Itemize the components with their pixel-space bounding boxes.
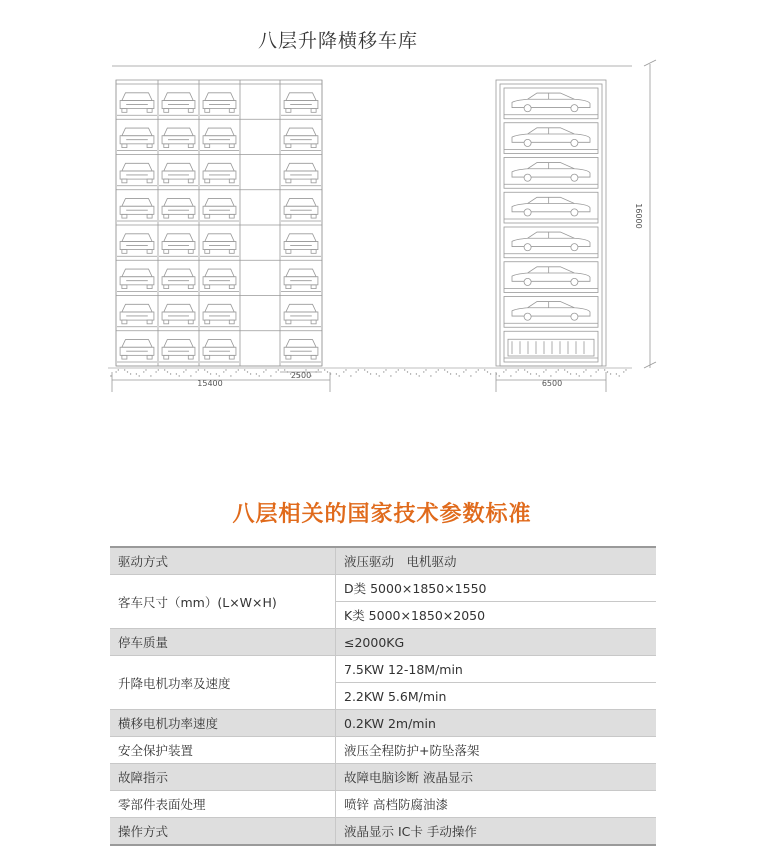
left-width-label: 15400 [197, 379, 223, 388]
car-front-view [203, 269, 236, 289]
car-front-view [162, 234, 195, 254]
spec-value: D类 5000×1850×1550 [336, 575, 657, 602]
car-front-view [162, 199, 195, 219]
spec-value: K类 5000×1850×2050 [336, 602, 657, 629]
car-front-view [162, 340, 195, 360]
car-front-view [284, 340, 318, 360]
car-front-view [120, 93, 154, 113]
ground-texture [110, 369, 627, 376]
car-front-view [284, 304, 318, 324]
car-front-view [120, 269, 154, 289]
spec-value: 2.2KW 5.6M/min [336, 683, 657, 710]
car-base-platform [508, 339, 594, 356]
spec-row [110, 656, 656, 683]
spec-value: 喷锌 高档防腐油漆 [336, 791, 657, 818]
spec-section-title: 八层相关的国家技术参数标准 [232, 502, 532, 527]
spec-row [110, 575, 656, 602]
spec-value: 液压驱动 电机驱动 [336, 547, 657, 575]
car-front-view [203, 128, 236, 148]
spec-label: 横移电机功率速度 [110, 710, 336, 737]
spec-row [110, 764, 656, 791]
car-side-view [512, 267, 590, 286]
car-front-view [162, 269, 195, 289]
garage-elevation-drawing [0, 0, 764, 420]
height-dimension-label: 16000 [634, 203, 643, 229]
car-front-view [162, 304, 195, 324]
car-front-view [120, 199, 154, 219]
spec-value: 液晶显示 IC卡 手动操作 [336, 818, 657, 846]
spec-label: 停车质量 [110, 629, 336, 656]
spec-value: 7.5KW 12-18M/min [336, 656, 657, 683]
spec-value: ≤2000KG [336, 629, 657, 656]
spec-label: 升降电机功率及速度 [110, 656, 336, 710]
spec-row [110, 818, 656, 846]
car-side-view [512, 93, 590, 112]
spec-label: 故障指示 [110, 764, 336, 791]
car-front-view [120, 304, 154, 324]
drawing-title: 八层升降横移车库 [258, 30, 419, 52]
car-front-view [203, 199, 236, 219]
spec-row [110, 737, 656, 764]
car-front-view [120, 163, 154, 183]
spec-value: 液压全程防护+防坠落架 [336, 737, 657, 764]
spec-label: 驱动方式 [110, 547, 336, 575]
car-front-view [284, 269, 318, 289]
spec-value: 故障电脑诊断 液晶显示 [336, 764, 657, 791]
bay-width-label: 2500 [290, 371, 312, 380]
car-front-view [203, 340, 236, 360]
spec-label: 安全保护装置 [110, 737, 336, 764]
car-front-view [120, 340, 154, 360]
spec-label: 客车尺寸（mm）(L×W×H) [110, 575, 336, 629]
car-front-view [284, 163, 318, 183]
car-front-view [162, 93, 195, 113]
car-front-view [203, 304, 236, 324]
car-side-view [512, 197, 590, 216]
car-front-view [284, 234, 318, 254]
car-side-view [512, 232, 590, 251]
car-front-view [203, 234, 236, 254]
car-side-view [512, 302, 590, 321]
right-width-label: 6500 [541, 379, 563, 388]
car-front-view [284, 199, 318, 219]
car-front-view [120, 128, 154, 148]
spec-table [110, 546, 656, 846]
car-front-view [162, 163, 195, 183]
car-side-view [512, 128, 590, 147]
car-front-view [120, 234, 154, 254]
left-structure [116, 80, 322, 366]
spec-row [110, 629, 656, 656]
spec-row [110, 547, 656, 575]
car-front-view [203, 93, 236, 113]
spec-label: 零部件表面处理 [110, 791, 336, 818]
spec-row [110, 791, 656, 818]
spec-label: 操作方式 [110, 818, 336, 846]
car-front-view [203, 163, 236, 183]
car-side-view [512, 163, 590, 182]
spec-row [110, 710, 656, 737]
right-tower [496, 80, 606, 366]
car-front-view [284, 128, 318, 148]
car-front-view [284, 93, 318, 113]
spec-value: 0.2KW 2m/min [336, 710, 657, 737]
car-front-view [162, 128, 195, 148]
